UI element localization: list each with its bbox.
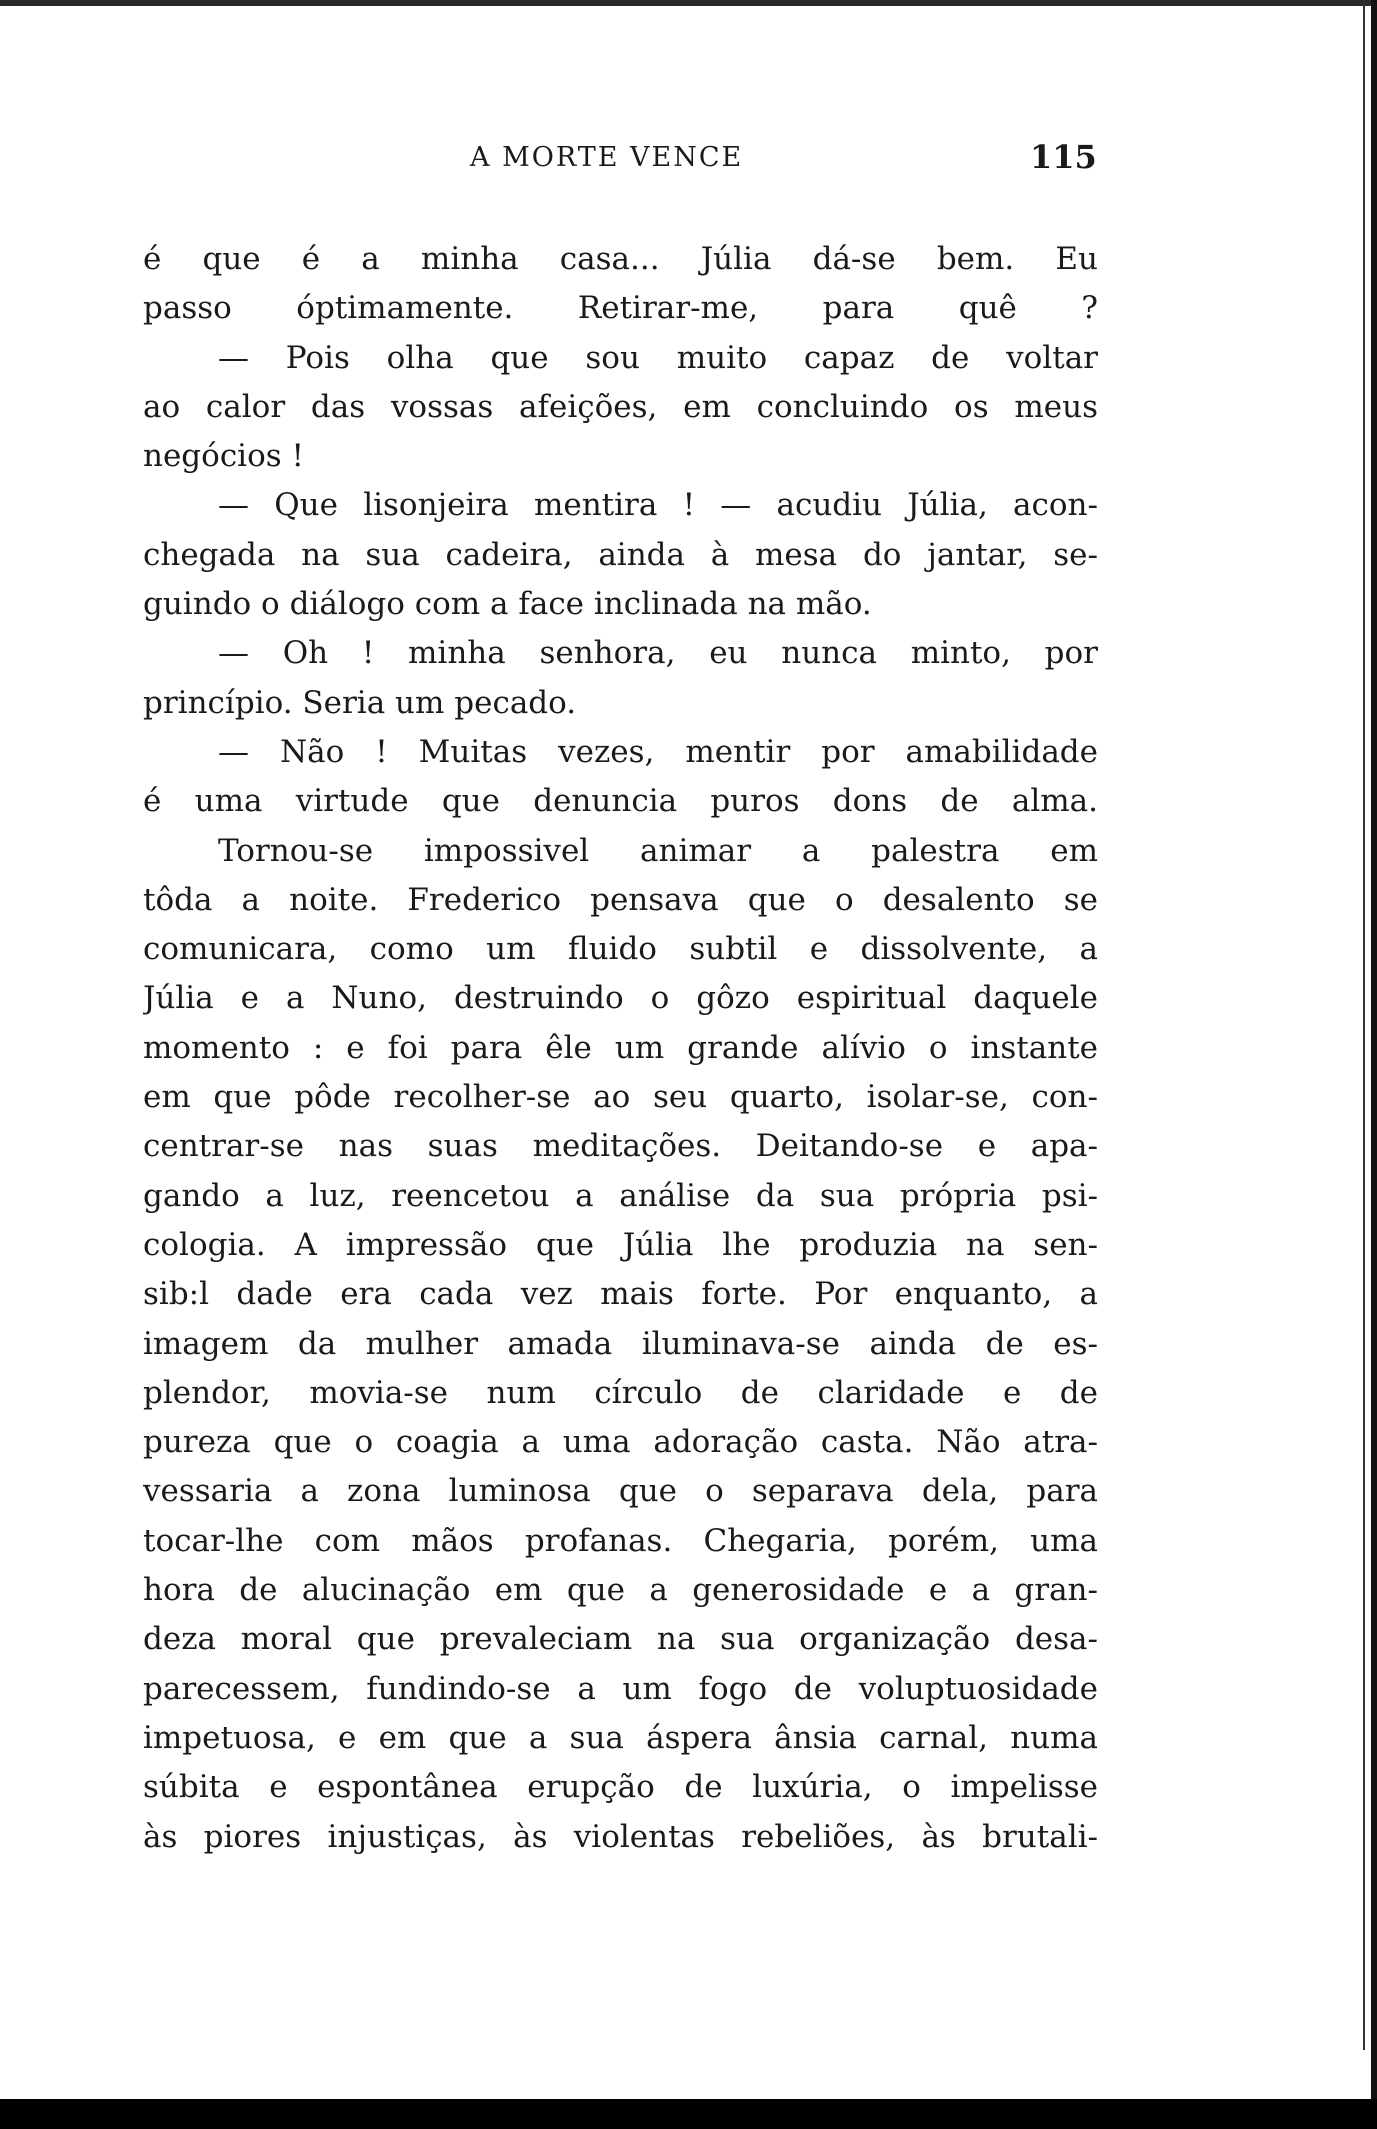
text-line: centrar-se nas suas meditações. Deitando-se e apa- [143, 1128, 1098, 1165]
text-line: impetuosa, e em que a sua áspera ânsia carnal, numa [143, 1719, 1098, 1756]
text-line: em que pôde recolher-se ao seu quarto, isolar-se, con- [143, 1079, 1098, 1116]
text-line: imagem da mulher amada iluminava-se ainda de es- [143, 1325, 1098, 1362]
text-line: Tornou-se impossivel animar a palestra em [218, 832, 1098, 869]
text-line: parecessem, fundindo-se a um fogo de voluptuosidade [143, 1670, 1098, 1707]
body-text [143, 235, 1098, 1862]
text-line: vessaria a zona luminosa que o separava dela, para [143, 1473, 1098, 1510]
text-line: deza moral que prevaleciam na sua organização desa- [143, 1621, 1098, 1658]
text-line: hora de alucinação em que a generosidade e a gran- [143, 1572, 1098, 1609]
text-line: princípio. Seria um pecado. [143, 684, 577, 721]
text-line: às piores injustiças, às violentas rebeliões, às brutali- [143, 1818, 1098, 1855]
text-line: — Oh ! minha senhora, eu nunca minto, por [218, 635, 1098, 672]
text-line: súbita e espontânea erupção de luxúria, o impelisse [143, 1769, 1098, 1806]
running-title: A MORTE VENCE [470, 142, 744, 173]
right-scan-edge-line [1363, 0, 1365, 2050]
page-number: 115 [1030, 138, 1097, 176]
text-line: gando a luz, reencetou a análise da sua própria psi- [143, 1177, 1098, 1214]
text-line: é uma virtude que denuncia puros dons de alma. [143, 783, 1098, 820]
text-line: momento : e foi para êle um grande alívio o instante [143, 1029, 1098, 1066]
text-line: plendor, movia-se num círculo de claridade e de [143, 1374, 1098, 1411]
text-line: pureza que o coagia a uma adoração casta. Não atra- [143, 1424, 1098, 1461]
text-line: Júlia e a Nuno, destruindo o gôzo espiritual daquele [143, 980, 1098, 1017]
text-line: — Não ! Muitas vezes, mentir por amabilidade [218, 733, 1098, 770]
text-line: — Pois olha que sou muito capaz de voltar [218, 339, 1098, 376]
text-line: passo óptimamente. Retirar-me, para quê ? [143, 290, 1098, 327]
text-line: negócios ! [143, 438, 304, 475]
text-line: tocar-lhe com mãos profanas. Chegaria, porém, uma [143, 1522, 1098, 1559]
text-line: é que é a minha casa... Júlia dá-se bem. Eu [143, 241, 1098, 277]
right-scan-border [1371, 0, 1377, 2129]
text-line: — Que lisonjeira mentira ! — acudiu Júlia, acon- [218, 487, 1098, 524]
text-line: sib:l dade era cada vez mais forte. Por enquanto, a [143, 1276, 1098, 1313]
text-line: cologia. A impressão que Júlia lhe produzia na sen- [143, 1226, 1098, 1263]
text-line: ao calor das vossas afeições, em concluindo os meus [143, 388, 1098, 425]
text-line: tôda a noite. Frederico pensava que o desalento se [143, 881, 1098, 918]
top-scan-border [0, 0, 1377, 6]
text-line: comunicara, como um fluido subtil e dissolvente, a [143, 931, 1098, 968]
page-header [0, 138, 1377, 182]
text-line: guindo o diálogo com a face inclinada na mão. [143, 586, 872, 623]
text-line: chegada na sua cadeira, ainda à mesa do jantar, se- [143, 536, 1098, 573]
bottom-scan-border [0, 2099, 1377, 2129]
